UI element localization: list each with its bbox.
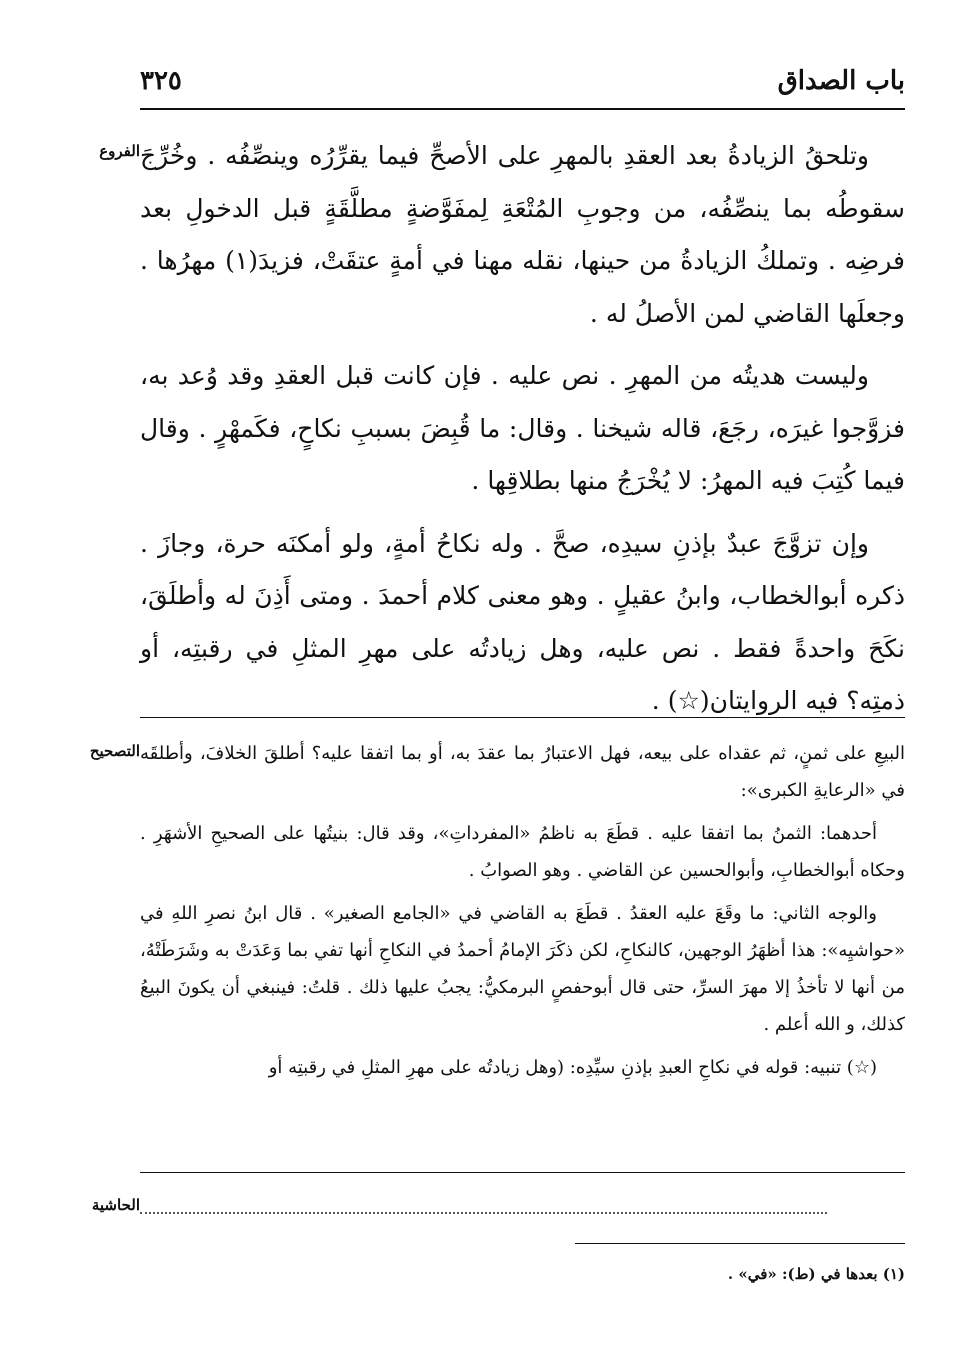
hashiya-dotted-line: [140, 1212, 827, 1214]
main-paragraph-2: وليست هديتُه من المهرِ . نص عليه . فإن كانت قبل العقدِ وقد وُعد به، فزوَّجوا غيرَه، رجَعَ، قاله شيخنا . وقال: ما قُبِضَ بسببِ نكاحٍ، فكَمهْرٍ . وقال فيما كُتِبَ فيه المهرُ: لا يُخْرَجُ منها بطلاقِها .: [140, 361, 905, 495]
correction-paragraph-4: (☆) تنبيه: قوله في نكاحِ العبدِ بإذنِ سيِّدِه: (وهل زيادتُه على مهرِ المثلِ في رقبتِه أو: [268, 1057, 877, 1078]
label-tashih: التصحيح: [89, 742, 140, 760]
correction-paragraph-1: البيعِ على ثمنٍ، ثم عقداه على بيعه، فهل الاعتبارُ بما عقدَ به، أو بما اتفقا عليه؟ أطلقَ الخلافَ، وأطلقَه في «الرعايةِ الكبرى»:: [140, 743, 905, 801]
label-hashiya: الحاشية: [91, 1196, 140, 1214]
section-divider-lower: [140, 1172, 905, 1173]
running-header: [140, 66, 905, 106]
correction-paragraph-2: أحدهما: الثمنُ بما اتفقا عليه . قطَعَ به ناظمُ «المفرداتِ»، وقد قال: بنيتُها على الصحيحِ الأشهَرِ . وحكاه أبوالخطابِ، وأبوالحسين عن القاضي . وهو الصوابُ .: [140, 823, 905, 881]
chapter-title: باب الصداق: [777, 66, 905, 96]
page-number: ٣٢٥: [140, 66, 182, 96]
correction-paragraph-3: والوجه الثاني: ما وقَعَ عليه العقدُ . قطَعَ به القاضي في «الجامع الصغير» . قال ابنُ نصرِ اللهِ في «حواشيِه»: هذا أظهَرُ الوجهين، كالنكاحِ، لكن ذكَرَ الإمامُ أحمدُ في النكاحِ أنها تفي بما وَعَدَتْ به وشَرَطَتْهُ، من أنها لا تأخذُ إلا مهرَ السرِّ، حتى قال أبوحفصٍ البرمكيُّ: يجبُ عليها ذلك . قلتُ: فينبغي أن يكونَ البيعُ كذلك، و الله أعلم .: [140, 903, 905, 1035]
main-text: [140, 130, 905, 738]
correction-text: [140, 735, 905, 1092]
main-paragraph-1: وتلحقُ الزيادةُ بعد العقدِ بالمهرِ على الأصحِّ فيما يقرِّرُه وينصِّفُه . وخُرِّجَ سقوطُه بما ينصِّفُه، من وجوبِ المُتْعَةِ لِمفَوَّضةٍ مطلَّقَةٍ قبل الدخولِ بعد فرضِه . وتملكُ الزيادةُ من حينها، نقله مهنا في أمةٍ عتقَتْ، فزيدَ(١) مهرُها . وجعلَها القاضي لمن الأصلُ له .: [140, 141, 905, 328]
label-furu: الفروع: [99, 142, 140, 160]
footnote: (١) بعدها في (ط): «في» .: [727, 1265, 905, 1283]
footnote-rule: [575, 1243, 905, 1244]
section-divider: [140, 717, 905, 718]
main-paragraph-3: وإن تزوَّجَ عبدٌ بإذنِ سيدِه، صحَّ . وله نكاحُ أمةٍ، ولو أمكنَه حرة، وجازَ . ذكره أبوالخطاب، وابنُ عقيلٍ . وهو معنى كلام أحمدَ . ومتى أَذِنَ له وأطلَقَ، نكَحَ واحدةً فقط . نص عليه، وهل زيادتُه على مهرِ المثلِ في رقبتِه، أو ذمتِه؟ فيه الروايتان(☆) .: [140, 528, 905, 715]
header-rule: [140, 108, 905, 110]
